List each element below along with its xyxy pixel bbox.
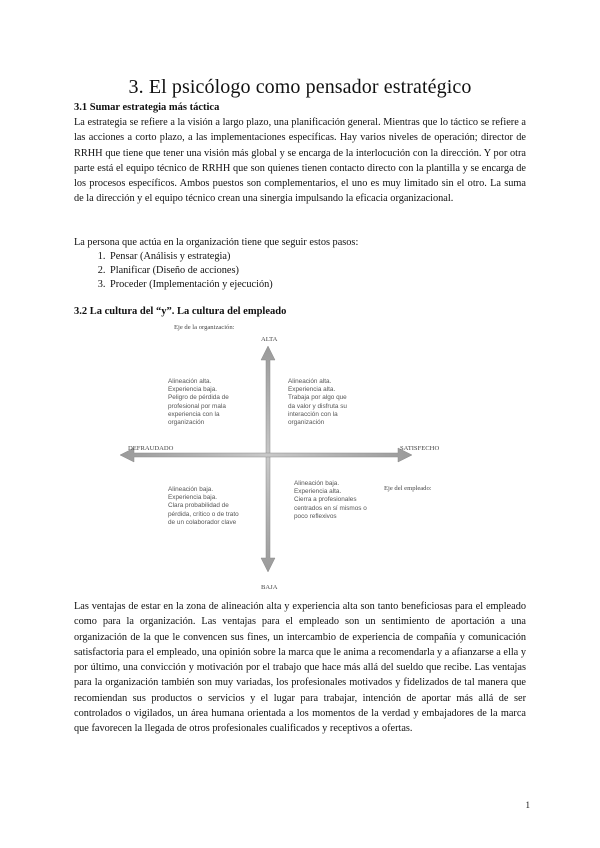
quadrant-bottom-right-text: Alineación baja. Experiencia alta. Cierra a profesionales centrados en sí mismos o poco reflexivos bbox=[294, 480, 367, 520]
steps-list bbox=[74, 250, 273, 291]
list-item: 1. Pensar (Análisis y estrategia) bbox=[108, 250, 273, 264]
vertical-axis-title: Eje de la organización: bbox=[174, 324, 235, 331]
section-2-heading: 3.2 La cultura del “y”. La cultura del empleado bbox=[74, 306, 287, 317]
axis-label-right: SATISFECHO bbox=[400, 445, 440, 452]
quadrant-top-right-text: Alineación alta. Experiencia alta. Trabaja por algo que da valor y disfruta su interacción con la organización bbox=[288, 378, 347, 427]
list-item: 2. Planificar (Diseño de acciones) bbox=[108, 264, 273, 278]
section-1-paragraph: La estrategia se refiere a la visión a largo plazo, una planificación general. Mientras que lo táctico se refiere a las acciones a corto plazo, a las implementaciones específicas. Hay varios niveles de operación; director de RRHH que tiene que tener una visión más global y se encarga de la interlocución con la dirección. Y por otra parte está el equipo técnico de RRHH que son quienes tienen contacto directo con la plantilla y se encarga de los procesos específicos. Ambos puestos son complementarios, el uno es muy limitado sin el otro. La suma de la dirección y el equipo técnico crean una sinergia impulsando la eficacia organizacional. bbox=[74, 117, 526, 205]
section-1-heading: 3.1 Sumar estrategia más táctica bbox=[74, 102, 220, 113]
axis-label-left: DEFRAUDADO bbox=[128, 445, 174, 452]
page-number: 1 bbox=[525, 800, 530, 810]
horizontal-axis-title: Eje del empleado: bbox=[384, 485, 432, 492]
axis-label-bottom: BAJA bbox=[261, 584, 278, 591]
steps-intro: La persona que actúa en la organización tiene que seguir estos pasos: bbox=[74, 237, 359, 248]
axis-label-top: ALTA bbox=[261, 336, 278, 343]
section-2-paragraph: Las ventajas de estar en la zona de alineación alta y experiencia alta son tanto beneficiosas para el empleado como para la organización. Las ventajas para el empleado son un sentimiento de aportación a una organización de la que le convencen sus fines, un intercambio de experiencia de compañía y comunicación satisfactoria para el empleado, una opinión sobre la marca que le anima a recomendarla y a afianzarse a ella y por último, una convicción y motivación por el trabajo que hace más allá del sueldo que recibe. Las ventajas para la organización también son muy variadas, los profesionales motivados y fidelizados de tal manera que recomiendan sus productos o servicios y el lugar para trabajar, intención de aportar más allá de ser controlados o vigilados, un área humana orientada a los momentos de la verdad y embajadores de la marca que favorecen la llegada de otros profesionales cualificados y receptivos a ofertas. bbox=[74, 601, 526, 735]
quadrant-diagram bbox=[118, 322, 448, 594]
vertical-axis-arrow bbox=[261, 346, 275, 572]
list-item: 3. Proceder (Implementación y ejecución) bbox=[108, 278, 273, 292]
axes-graphic bbox=[118, 322, 448, 594]
page-title: 3. El psicólogo como pensador estratégico bbox=[128, 76, 472, 98]
quadrant-bottom-left-text: Alineación baja. Experiencia baja. Clara probabilidad de pérdida, crítico o de trato de un colaborador clave bbox=[168, 486, 239, 526]
quadrant-top-left-text: Alineación alta. Experiencia baja. Peligro de pérdida de profesional por mala experiencia con la organización bbox=[168, 378, 229, 427]
